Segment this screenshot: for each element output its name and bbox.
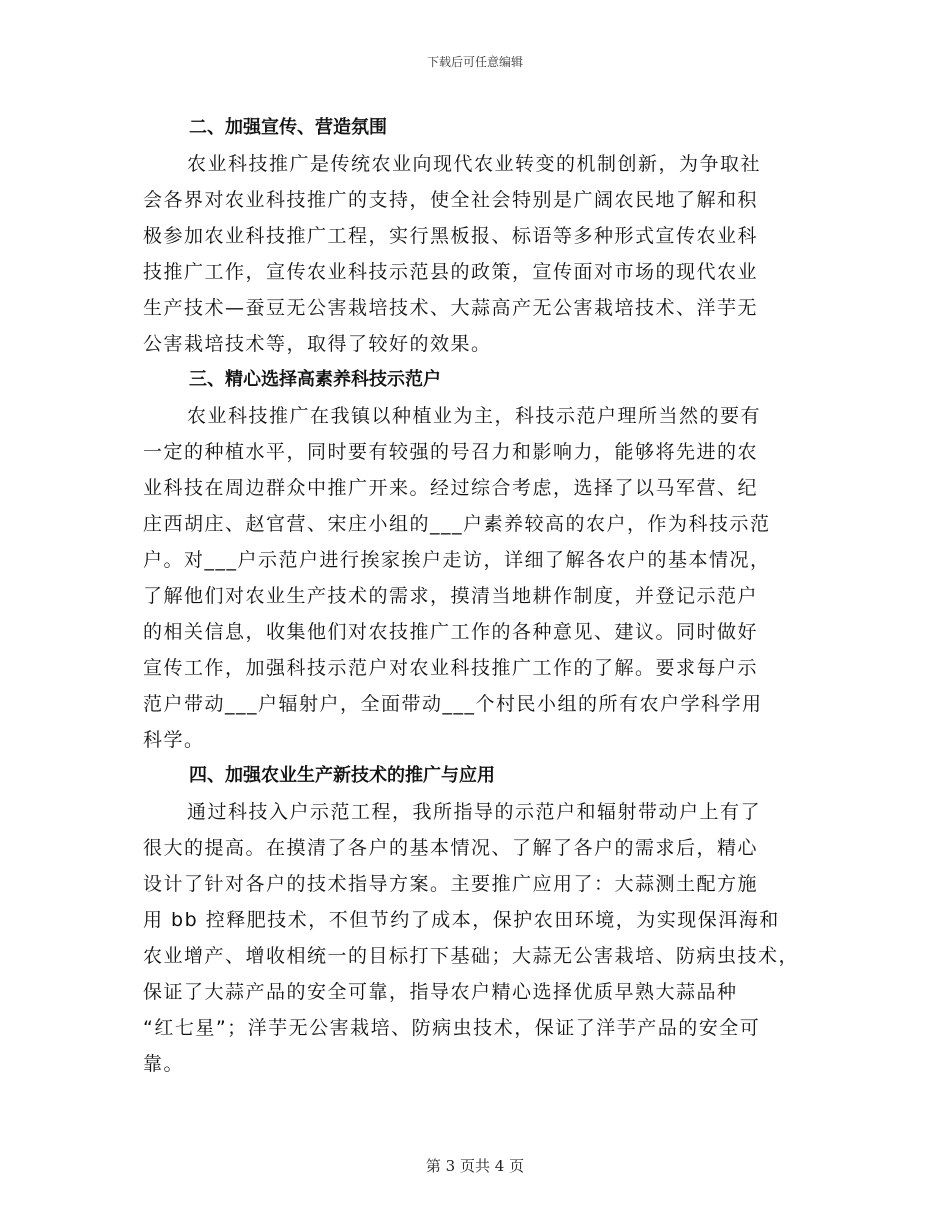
paragraph-line: 技推广工作，宣传农业科技示范县的政策，宣传面对市场的现代农业 — [143, 261, 759, 283]
paragraph-line: 了解他们对农业生产技术的需求，摸清当地耕作制度，并登记示范户 — [143, 585, 759, 607]
paragraph-line: 保证了大蒜产品的安全可靠，指导农户精心选择优质早熟大蒜品种 — [143, 981, 738, 1003]
section-heading: 四、加强农业生产新技术的推广与应用 — [189, 765, 495, 786]
document-body — [143, 110, 811, 1082]
paragraph-line: 生产技术—蚕豆无公害栽培技术、大蒜高产无公害栽培技术、洋芋无 — [143, 297, 759, 319]
section-paragraph — [143, 146, 811, 362]
paragraph-line: 通过科技入户示范工程，我所指导的示范户和辐射带动户上有了 — [187, 801, 762, 823]
section-heading: 三、精心选择高素养科技示范户 — [189, 369, 441, 390]
section-demo-households — [143, 362, 811, 758]
paragraph-line: 用 bb 控释肥技术，不但节约了成本，保护农田环境，为实现保洱海和 — [143, 909, 780, 931]
paragraph-line: 的相关信息，收集他们对农技推广工作的各种意见、建议。同时做好 — [143, 621, 759, 643]
paragraph-line: 设计了针对各户的技术指导方案。主要推广应用了：大蒜测土配方施 — [143, 873, 759, 895]
section-heading: 二、加强宣传、营造氛围 — [189, 117, 387, 138]
section-paragraph — [143, 794, 811, 1082]
paragraph-line: 会各界对农业科技推广的支持，使全社会特别是广阔农民地了解和积 — [143, 189, 759, 211]
paragraph-line: 农业增产、增收相统一的目标打下基础；大蒜无公害栽培、防病虫技术， — [143, 945, 800, 967]
paragraph-line: 极参加农业科技推广工程，实行黑板报、标语等多种形式宣传农业科 — [143, 225, 759, 247]
paragraph-line: 科学。 — [143, 729, 205, 751]
paragraph-line: 庄西胡庄、赵官营、宋庄小组的___户素养较高的农户，作为科技示范 — [143, 513, 771, 535]
paragraph-line: 宣传工作，加强科技示范户对农业科技推广工作的了解。要求每户示 — [143, 657, 759, 679]
page-number: 第 3 页共 4 页 — [425, 1157, 525, 1175]
section-new-technology — [143, 758, 811, 1082]
paragraph-line: 户。对___户示范户进行挨家挨户走访，详细了解各农户的基本情况， — [143, 549, 771, 571]
section-publicity — [143, 110, 811, 362]
paragraph-line: 农业科技推广在我镇以种植业为主，科技示范户理所当然的要有 — [187, 405, 762, 427]
paragraph-line: 一定的种植水平，同时要有较强的号召力和影响力，能够将先进的农 — [143, 441, 759, 463]
paragraph-line: 业科技在周边群众中推广开来。经过综合考虑，选择了以马军营、纪 — [143, 477, 759, 499]
paragraph-line: 公害栽培技术等，取得了较好的效果。 — [143, 333, 492, 355]
paragraph-line: 很大的提高。在摸清了各户的基本情况、了解了各户的需求后，精心 — [143, 837, 759, 859]
paragraph-line: “红七星”；洋芋无公害栽培、防病虫技术，保证了洋芋产品的安全可 — [143, 1017, 761, 1039]
paragraph-line: 农业科技推广是传统农业向现代农业转变的机制创新，为争取社 — [187, 153, 762, 175]
paragraph-line: 范户带动___户辐射户，全面带动___个村民小组的所有农户学科学用 — [143, 693, 763, 715]
page-header: 下载后可任意编辑 — [426, 55, 523, 69]
paragraph-line: 靠。 — [143, 1053, 185, 1075]
section-paragraph — [143, 398, 811, 758]
